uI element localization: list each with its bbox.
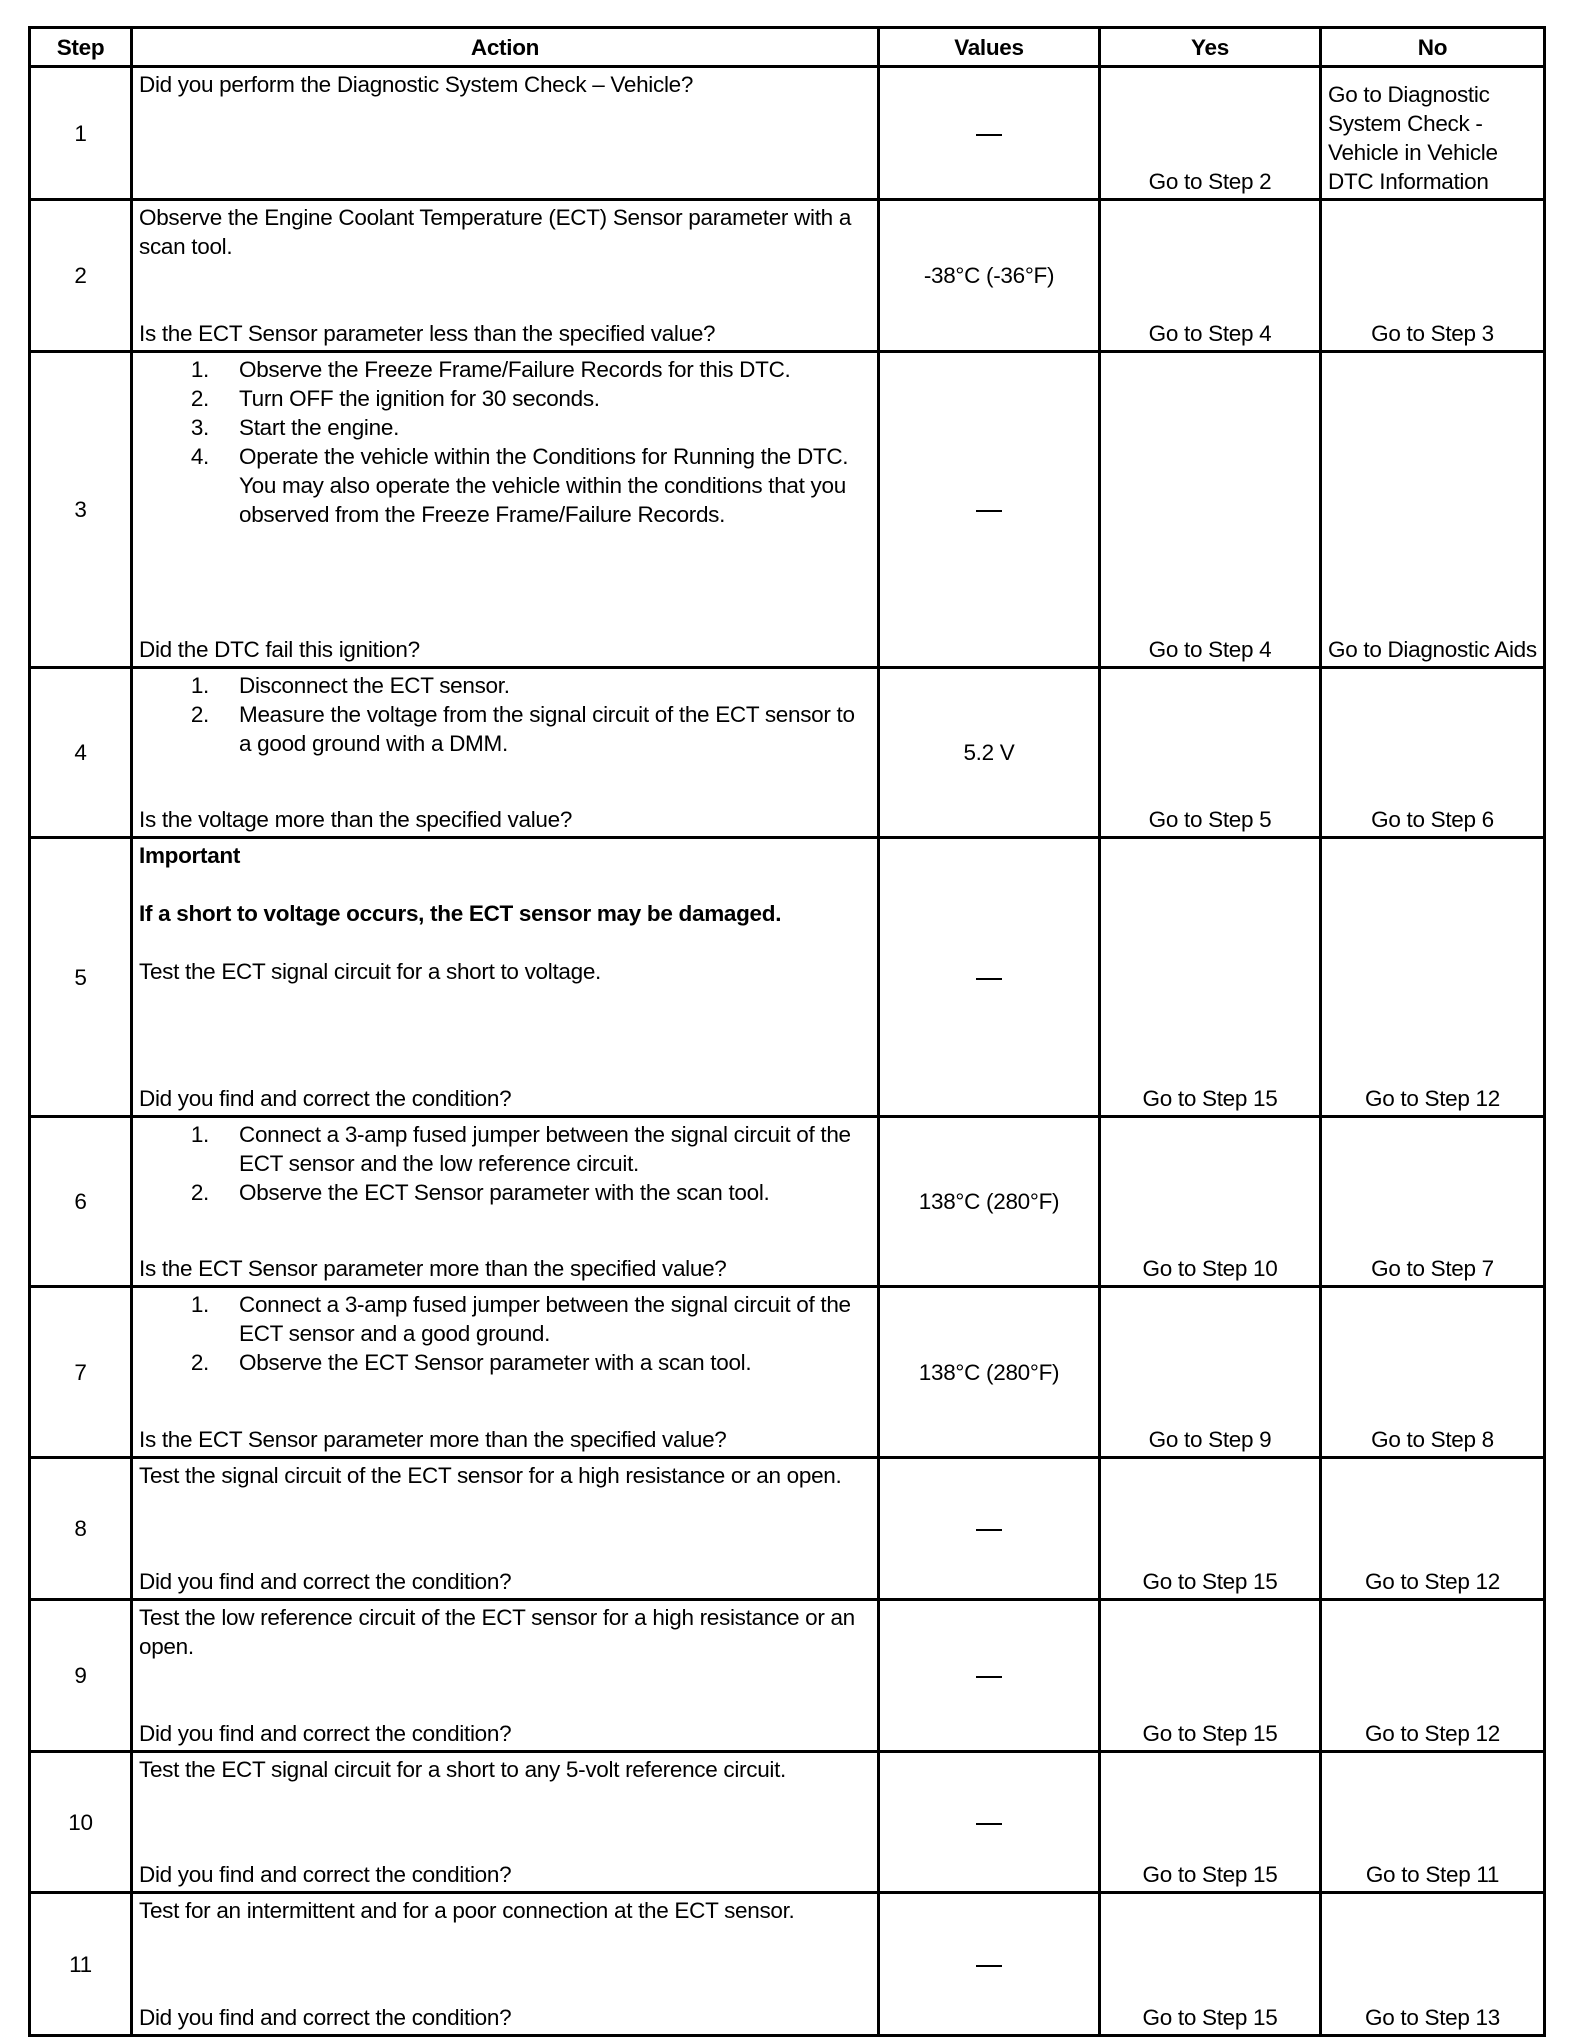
no-result: Go to Step 7: [1321, 1117, 1545, 1287]
action-step: [139, 671, 871, 700]
action-step-text: Observe the ECT Sensor parameter with a scan tool.: [239, 1350, 752, 1375]
spacer: [139, 758, 871, 805]
yes-result: Go to Step 15: [1100, 1600, 1321, 1752]
action-content: [139, 1896, 871, 2032]
yes-result: Go to Step 5: [1100, 668, 1321, 838]
important-note: Important: [139, 843, 241, 868]
no-result: Go to Step 13: [1321, 1893, 1545, 2036]
no-result: Go to Step 8: [1321, 1287, 1545, 1458]
action-text: Observe the Engine Coolant Temperature (ECT) Sensor parameter with a scan tool.: [139, 205, 852, 259]
step-number: 2: [30, 200, 132, 352]
no-result: Go to Step 12: [1321, 1458, 1545, 1600]
action-question: Did you find and correct the condition?: [139, 1721, 512, 1746]
value-cell: [879, 1287, 1100, 1458]
spacer: [139, 1207, 871, 1254]
no-result: Go to Diagnostic Aids: [1321, 352, 1545, 668]
yes-result: Go to Step 15: [1100, 1458, 1321, 1600]
action-text: Test the signal circuit of the ECT sensor for a high resistance or an open.: [139, 1463, 842, 1488]
action-step: [139, 355, 871, 384]
action-step-number: 4.: [190, 444, 209, 469]
no-value-dash: [976, 1965, 1002, 1967]
specified-value: 5.2 V: [963, 740, 1015, 765]
action-cell: [132, 1600, 879, 1752]
no-result: Go to Step 12: [1321, 1600, 1545, 1752]
action-steps-list: [139, 355, 871, 529]
spacer: [139, 1813, 871, 1860]
action-text: Test for an intermittent and for a poor connection at the ECT sensor.: [139, 1898, 795, 1923]
value-cell: [879, 838, 1100, 1117]
header-no: No: [1321, 28, 1545, 67]
action-cell: [132, 200, 879, 352]
action-step-number: 1.: [190, 1122, 209, 1147]
spacer: [139, 1519, 871, 1567]
action-step: [139, 1178, 871, 1207]
action-step-text: Measure the voltage from the signal circuit of the ECT sensor to a good ground with a DMM.: [239, 702, 855, 756]
action-content: [139, 203, 871, 348]
step-number: 7: [30, 1287, 132, 1458]
action-question: Did you find and correct the condition?: [139, 1569, 512, 1594]
yes-result: Go to Step 10: [1100, 1117, 1321, 1287]
specified-value: 138°C (280°F): [918, 1189, 1060, 1214]
table-row: [30, 67, 1545, 200]
table-row: [30, 1117, 1545, 1287]
no-result: Go to Step 6: [1321, 668, 1545, 838]
value-cell: [879, 67, 1100, 200]
step-number: 5: [30, 838, 132, 1117]
value-cell: [879, 352, 1100, 668]
step-number: 10: [30, 1752, 132, 1893]
action-question: Did you find and correct the condition?: [139, 1862, 512, 1887]
header-row: [30, 28, 1545, 67]
action-question: Did you find and correct the condition?: [139, 1086, 512, 1111]
action-steps-list: [139, 1120, 871, 1207]
action-cell: [132, 1117, 879, 1287]
yes-result: Go to Step 15: [1100, 1752, 1321, 1893]
specified-value: -38°C (-36°F): [923, 263, 1055, 288]
action-content: [139, 1461, 871, 1596]
step-number: 1: [30, 67, 132, 200]
header-action: Action: [132, 28, 879, 67]
action-steps-list: [139, 671, 871, 758]
action-content: [139, 671, 871, 834]
action-step-number: 1.: [190, 357, 209, 382]
step-number: 3: [30, 352, 132, 668]
action-step-text: Operate the vehicle within the Conditions for Running the DTC. You may also operate the vehicle within the conditions that you observed from the Freeze Frame/Failure Records.: [239, 444, 849, 527]
no-result: Go to Diagnostic System Check - Vehicle in Vehicle DTC Information: [1321, 67, 1545, 200]
action-step-number: 2.: [190, 702, 209, 727]
action-question: Is the ECT Sensor parameter more than the specified value?: [139, 1256, 727, 1281]
specified-value: 138°C (280°F): [918, 1359, 1060, 1385]
value-cell: [879, 200, 1100, 352]
action-content: [139, 1755, 871, 1889]
action-cell: [132, 668, 879, 838]
action-cell: [132, 1458, 879, 1600]
table-row: [30, 1458, 1545, 1600]
value-cell: [879, 1600, 1100, 1752]
spacer: [139, 529, 871, 635]
action-cell: [132, 67, 879, 200]
action-question: Is the voltage more than the specified value?: [139, 807, 573, 832]
yes-result: Go to Step 9: [1100, 1287, 1321, 1458]
no-value-dash: [976, 134, 1002, 136]
no-result: Go to Step 12: [1321, 838, 1545, 1117]
step-number: 11: [30, 1893, 132, 2036]
value-cell: [879, 668, 1100, 838]
spacer: [139, 1377, 871, 1425]
no-result: Go to Step 11: [1321, 1752, 1545, 1893]
action-question: Did you find and correct the condition?: [139, 2005, 512, 2030]
action-steps-list: [139, 1290, 871, 1377]
no-value-dash: [976, 1529, 1002, 1531]
yes-result: Go to Step 4: [1100, 352, 1321, 668]
table-row: [30, 1287, 1545, 1458]
action-text: Test the ECT signal circuit for a short to any 5-volt reference circuit.: [139, 1757, 787, 1782]
yes-result: Go to Step 4: [1100, 200, 1321, 352]
spacer: [139, 1015, 871, 1084]
action-cell: [132, 352, 879, 668]
action-step-text: Turn OFF the ignition for 30 seconds.: [239, 386, 600, 411]
no-value-dash: [976, 978, 1002, 980]
yes-result: Go to Step 15: [1100, 838, 1321, 1117]
action-text: Test the low reference circuit of the ECT sensor for a high resistance or an open.: [139, 1605, 855, 1659]
table-row: [30, 1893, 1545, 2036]
action-step: [139, 442, 871, 529]
action-question: Did the DTC fail this ignition?: [139, 637, 420, 662]
action-step: [139, 700, 871, 758]
action-step-text: Observe the ECT Sensor parameter with the scan tool.: [239, 1180, 770, 1205]
spacer: [139, 1690, 871, 1719]
no-value-dash: [976, 510, 1002, 512]
table-row: [30, 200, 1545, 352]
action-content: [139, 355, 871, 664]
header-step: Step: [30, 28, 132, 67]
action-content: [139, 841, 871, 1113]
action-step-number: 2.: [190, 1350, 209, 1375]
action-content: [139, 1603, 871, 1748]
action-step-text: Connect a 3-amp fused jumper between the signal circuit of the ECT sensor and a good ground.: [239, 1292, 851, 1346]
action-cell: [132, 1287, 879, 1458]
action-step-number: 3.: [190, 415, 209, 440]
action-cell: [132, 1752, 879, 1893]
action-content: [139, 70, 871, 196]
table-row: [30, 1600, 1545, 1752]
yes-result: Go to Step 2: [1100, 67, 1321, 200]
action-step-text: Disconnect the ECT sensor.: [239, 673, 510, 698]
step-number: 9: [30, 1600, 132, 1752]
action-step-text: Connect a 3-amp fused jumper between the signal circuit of the ECT sensor and the low reference circuit.: [239, 1122, 851, 1176]
no-value-dash: [976, 1676, 1002, 1678]
action-step: [139, 413, 871, 442]
no-value-dash: [976, 1823, 1002, 1825]
action-step-number: 1.: [190, 1292, 209, 1317]
table-row: [30, 838, 1545, 1117]
spacer: [139, 290, 871, 319]
yes-result: Go to Step 15: [1100, 1893, 1321, 2036]
important-note: If a short to voltage occurs, the ECT sensor may be damaged.: [139, 901, 782, 926]
header-yes: Yes: [1100, 28, 1321, 67]
action-step: [139, 1290, 871, 1348]
step-number: 8: [30, 1458, 132, 1600]
action-content: [139, 1120, 871, 1283]
step-number: 6: [30, 1117, 132, 1287]
action-cell: [132, 1893, 879, 2036]
value-cell: [879, 1117, 1100, 1287]
diagnostic-table: [28, 26, 1546, 2037]
action-content: [139, 1290, 871, 1454]
value-cell: [879, 1893, 1100, 2036]
action-step: [139, 1348, 871, 1377]
action-step: [139, 1120, 871, 1178]
action-text: Did you perform the Diagnostic System Check – Vehicle?: [139, 72, 694, 97]
action-text: Test the ECT signal circuit for a short to voltage.: [139, 959, 602, 984]
value-cell: [879, 1458, 1100, 1600]
action-step-number: 2.: [190, 1180, 209, 1205]
table-row: [30, 352, 1545, 668]
action-step-number: 1.: [190, 673, 209, 698]
action-question: Is the ECT Sensor parameter less than the specified value?: [139, 321, 716, 346]
table-row: [30, 668, 1545, 838]
action-step-number: 2.: [190, 386, 209, 411]
spacer: [139, 1954, 871, 2003]
action-cell: [132, 838, 879, 1117]
value-cell: [879, 1752, 1100, 1893]
table-row: [30, 1752, 1545, 1893]
action-step-text: Observe the Freeze Frame/Failure Records for this DTC.: [239, 357, 791, 382]
step-number: 4: [30, 668, 132, 838]
no-result: Go to Step 3: [1321, 200, 1545, 352]
action-step-text: Start the engine.: [239, 415, 400, 440]
action-question: Is the ECT Sensor parameter more than the specified value?: [139, 1427, 727, 1452]
action-step: [139, 384, 871, 413]
header-values: Values: [879, 28, 1100, 67]
